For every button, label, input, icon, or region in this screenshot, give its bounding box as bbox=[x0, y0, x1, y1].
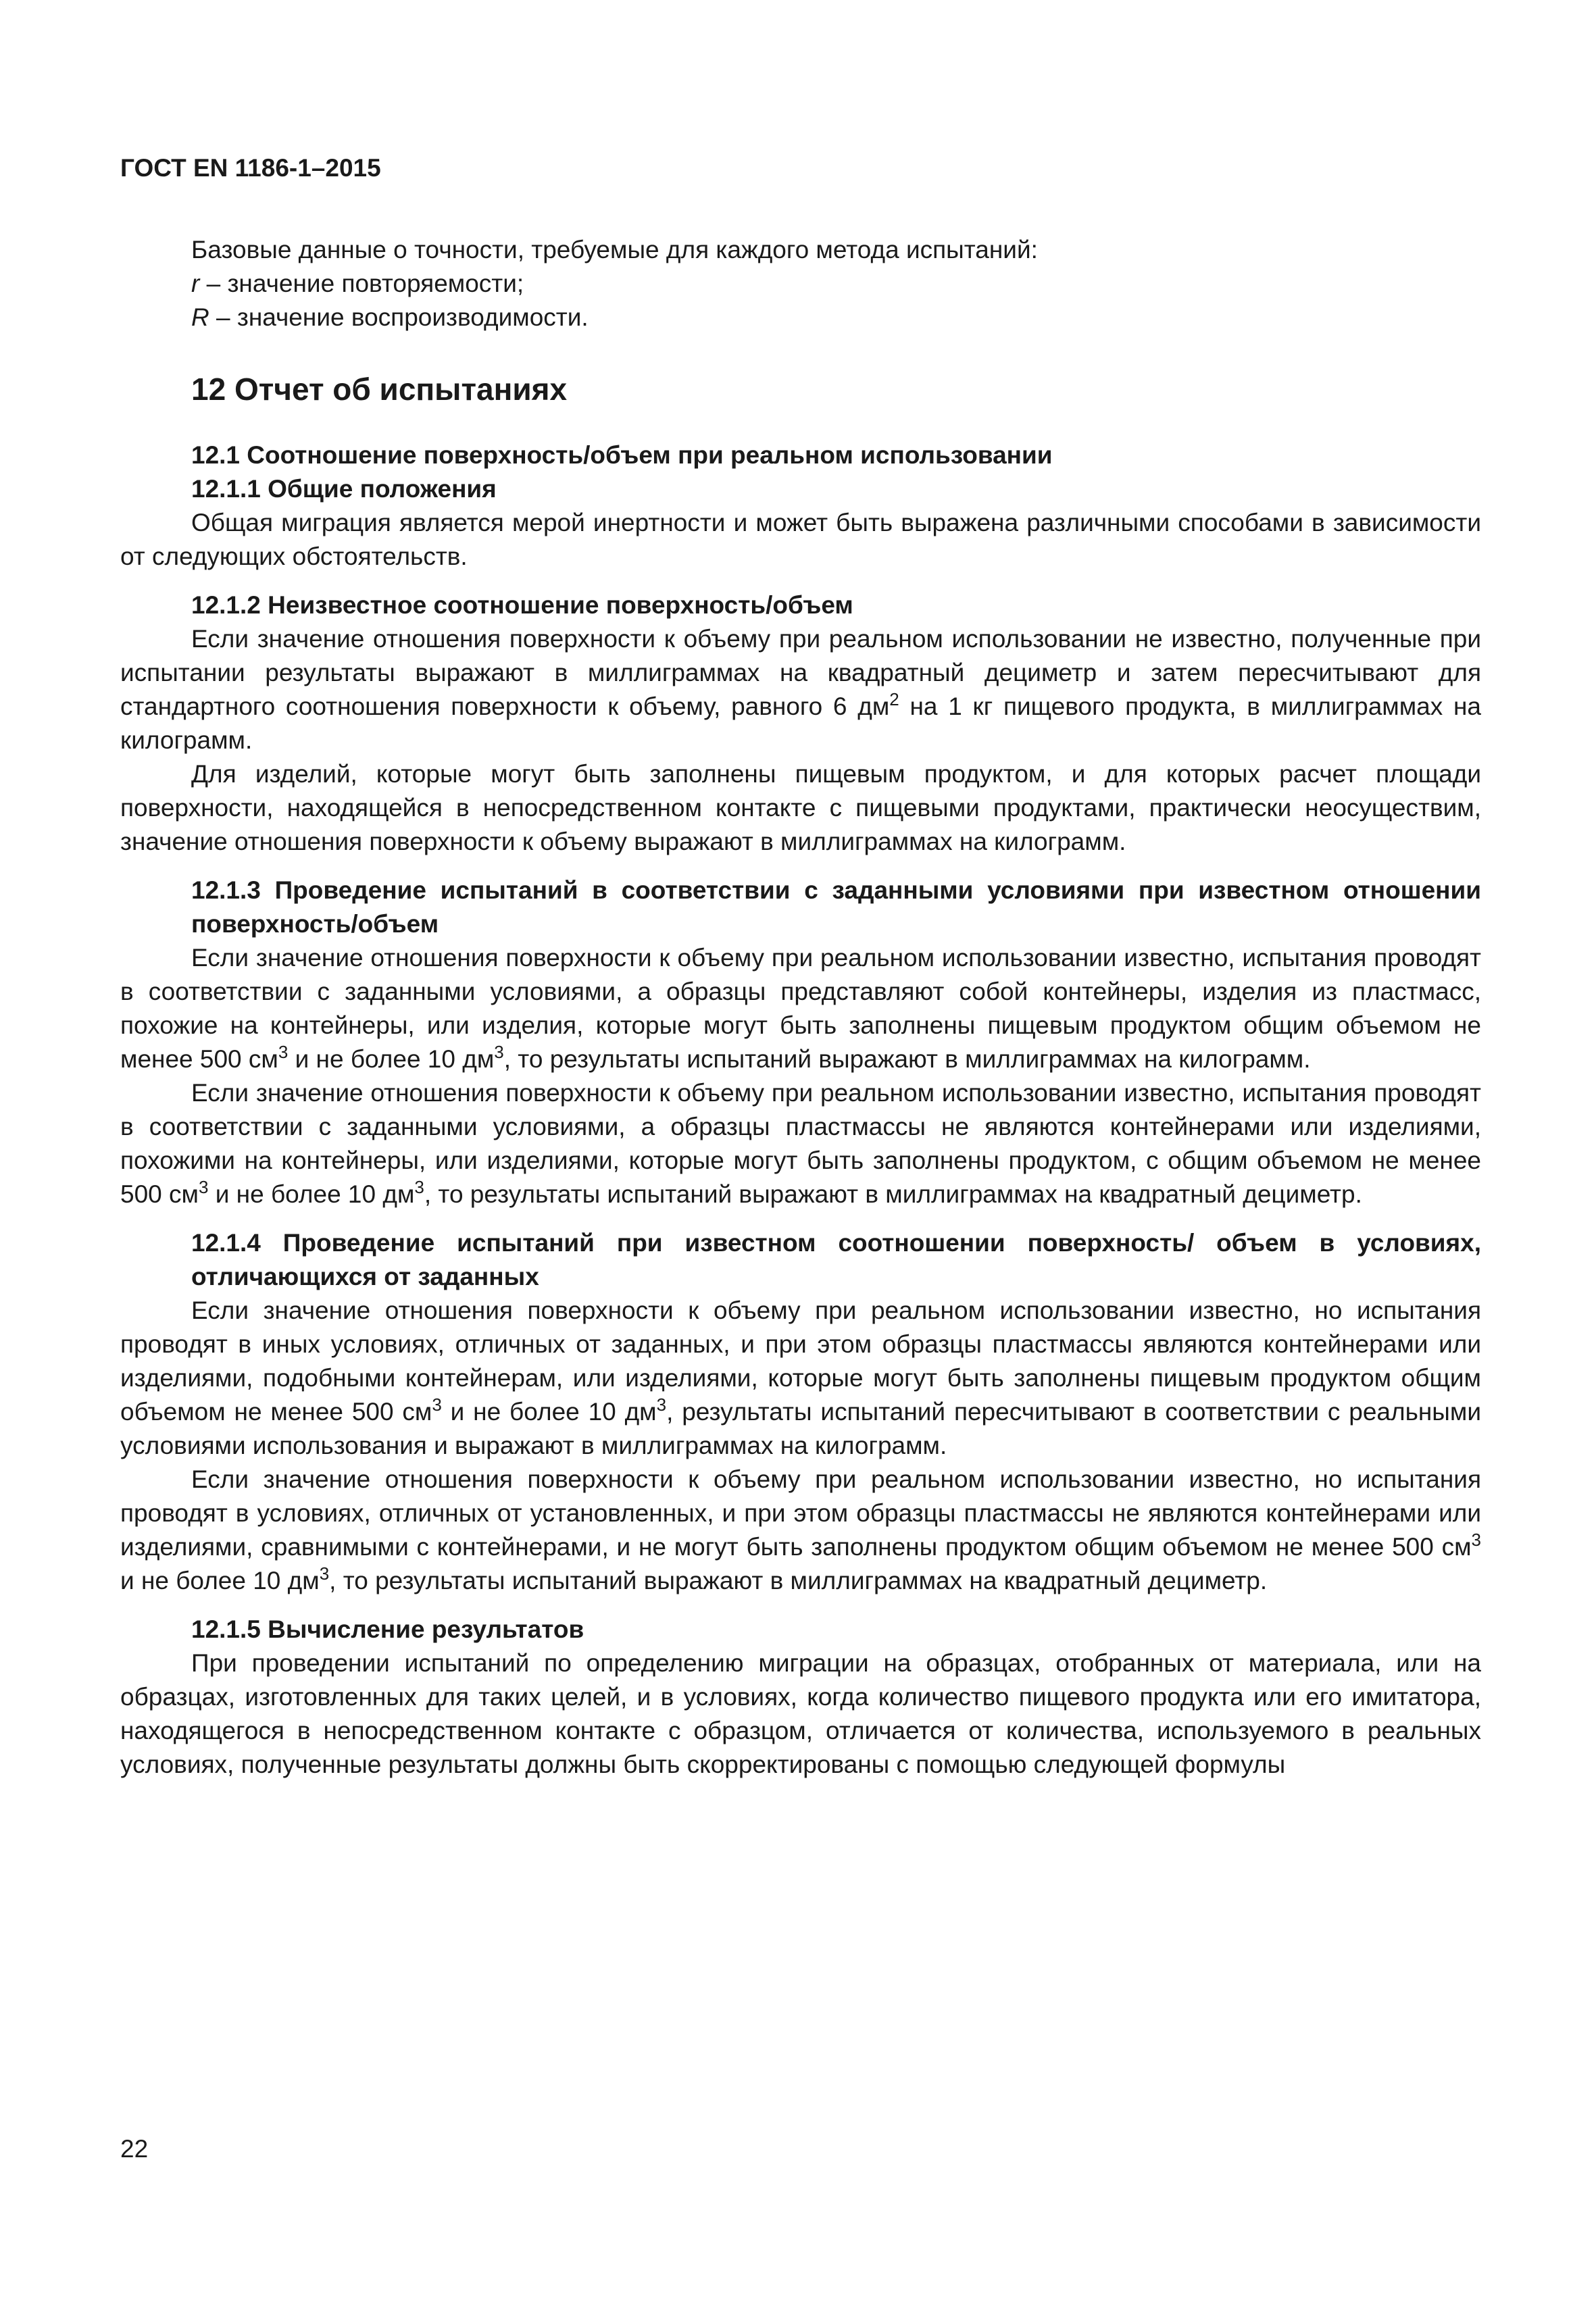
document-body bbox=[120, 233, 1481, 1782]
section-12-1-4-paragraph-2 bbox=[120, 1463, 1481, 1598]
superscript: 3 bbox=[278, 1042, 289, 1062]
text-run: Если значение отношения поверхности к объему при реальном использовании известно, испытания проводят в соответствии с заданными условиями, а образцы пластмассы не являются контейнерами или изделиями, похожими на контейнеры, или изделиями, которые могут быть заполнены продуктом, с общим объемом не менее 500 см bbox=[120, 1079, 1481, 1208]
text-run: на 1 кг пищевого продукта, в миллиграммах на килограмм. bbox=[120, 693, 1482, 754]
text-run: Если значение отношения поверхности к объему при реальном использовании не известно, полученные при испытании результаты выражают в миллиграммах на квадратный дециметр и затем пересчитывают для стандартного соотношения поверхности к объему, равного 6 дм bbox=[120, 625, 1481, 720]
section-12-1-5-paragraph: При проведении испытаний по определению миграции на образцах, отобранных от материала, или на образцах, изготовленных для таких целей, и в условиях, когда количество пищевого продукта или его имитатора, находящегося в непосредственном контакте с образцом, отличается от количества, используемого в реальных условиях, полученные результаты должны быть скорректированы с помощью следующей формулы bbox=[120, 1649, 1481, 1778]
text-run: Если значение отношения поверхности к объему при реальном использовании известно, испытания проводят в соответствии с заданными условиями, а образцы представляют собой контейнеры, изделия из пластмасс, похожие на контейнеры, или изделия, которые могут быть заполнены пищевым продуктом общим объемом не менее 500 см bbox=[120, 944, 1481, 1073]
R-symbol: R bbox=[191, 303, 209, 331]
document-header-id: ГОСТ EN 1186-1–2015 bbox=[120, 154, 381, 182]
text-run: Если значение отношения поверхности к объему при реальном использовании известно, но испытания проводят в условиях, отличных от установленных, и при этом образцы пластмассы не являются контейнерами или изделиями, сравнимыми с контейнерами, и не могут быть заполнены продуктом общим объемом не менее 500 см bbox=[120, 1465, 1481, 1561]
section-12-1-3-paragraph-1 bbox=[120, 941, 1481, 1076]
superscript: 3 bbox=[494, 1042, 504, 1062]
text-run: , результаты испытаний пересчитывают в соответствии с реальными условиями использования и выражают в миллиграммах на килограмм. bbox=[120, 1398, 1482, 1459]
text-run: и не более 10 дм bbox=[208, 1180, 415, 1208]
section-12-1-title: 12.1 Соотношение поверхность/объем при реальном использовании bbox=[191, 441, 1053, 469]
r-definition-text: – значение повторяемости; bbox=[199, 270, 524, 297]
superscript: 3 bbox=[319, 1563, 330, 1584]
text-run: и не более 10 дм bbox=[288, 1045, 495, 1073]
superscript: 3 bbox=[198, 1177, 209, 1197]
r-symbol: r bbox=[191, 270, 200, 297]
R-definition-text: – значение воспроизводимости. bbox=[209, 303, 589, 331]
section-12-1-3-title: 12.1.3 Проведение испытаний в соответствии с заданными условиями при известном отношении поверхность/объем bbox=[191, 876, 1481, 938]
text-run: , то результаты испытаний выражают в миллиграммах на квадратный дециметр. bbox=[424, 1180, 1362, 1208]
section-12-1-5-title: 12.1.5 Вычисление результатов bbox=[191, 1615, 584, 1643]
text-run: , то результаты испытаний выражают в миллиграммах на килограмм. bbox=[503, 1045, 1311, 1073]
section-12-1-1-title: 12.1.1 Общие положения bbox=[191, 475, 497, 503]
superscript: 3 bbox=[432, 1394, 442, 1415]
superscript: 3 bbox=[1471, 1530, 1481, 1550]
superscript: 3 bbox=[414, 1177, 424, 1197]
text-run: и не более 10 дм bbox=[120, 1567, 320, 1594]
text-run: Если значение отношения поверхности к объему при реальном использовании известно, но испытания проводят в иных условиях, отличных от заданных, и при этом образцы пластмассы являются контейнерами или изделиями, подобными контейнерам, или изделиями, которые могут быть заполнены пищевым продуктом общим объемом не менее 500 см bbox=[120, 1297, 1481, 1426]
section-12-1-2-paragraph-2: Для изделий, которые могут быть заполнены пищевым продуктом, и для которых расчет площади поверхности, находящейся в непосредственном контакте с пищевыми продуктами, практически неосуществим, значение отношения поверхности к объему выражают в миллиграммах на килограмм. bbox=[120, 760, 1481, 855]
section-12-1-4-paragraph-1 bbox=[120, 1294, 1481, 1463]
section-12-1-4-title: 12.1.4 Проведение испытаний при известном соотношении поверхность/ объем в условиях, отличающихся от заданных bbox=[191, 1229, 1481, 1290]
section-12-1-2-title: 12.1.2 Неизвестное соотношение поверхность/объем bbox=[191, 591, 853, 619]
section-12-1-2-paragraph-1 bbox=[120, 622, 1481, 757]
section-12-1-1-paragraph: Общая миграция является мерой инертности и может быть выражена различными способами в зависимости от следующих обстоятельств. bbox=[120, 509, 1481, 570]
intro-R-definition bbox=[120, 301, 1481, 334]
section-12-1-3-paragraph-2 bbox=[120, 1076, 1481, 1211]
intro-r-definition bbox=[120, 267, 1481, 301]
section-12-title: 12 Отчет об испытаниях bbox=[191, 372, 568, 407]
superscript: 3 bbox=[656, 1394, 667, 1415]
text-run: и не более 10 дм bbox=[441, 1398, 657, 1426]
page-number: 22 bbox=[120, 2135, 149, 2163]
superscript: 2 bbox=[889, 689, 899, 709]
text-run: , то результаты испытаний выражают в миллиграммах на квадратный дециметр. bbox=[329, 1567, 1268, 1594]
intro-line: Базовые данные о точности, требуемые для каждого метода испытаний: bbox=[191, 236, 1038, 263]
